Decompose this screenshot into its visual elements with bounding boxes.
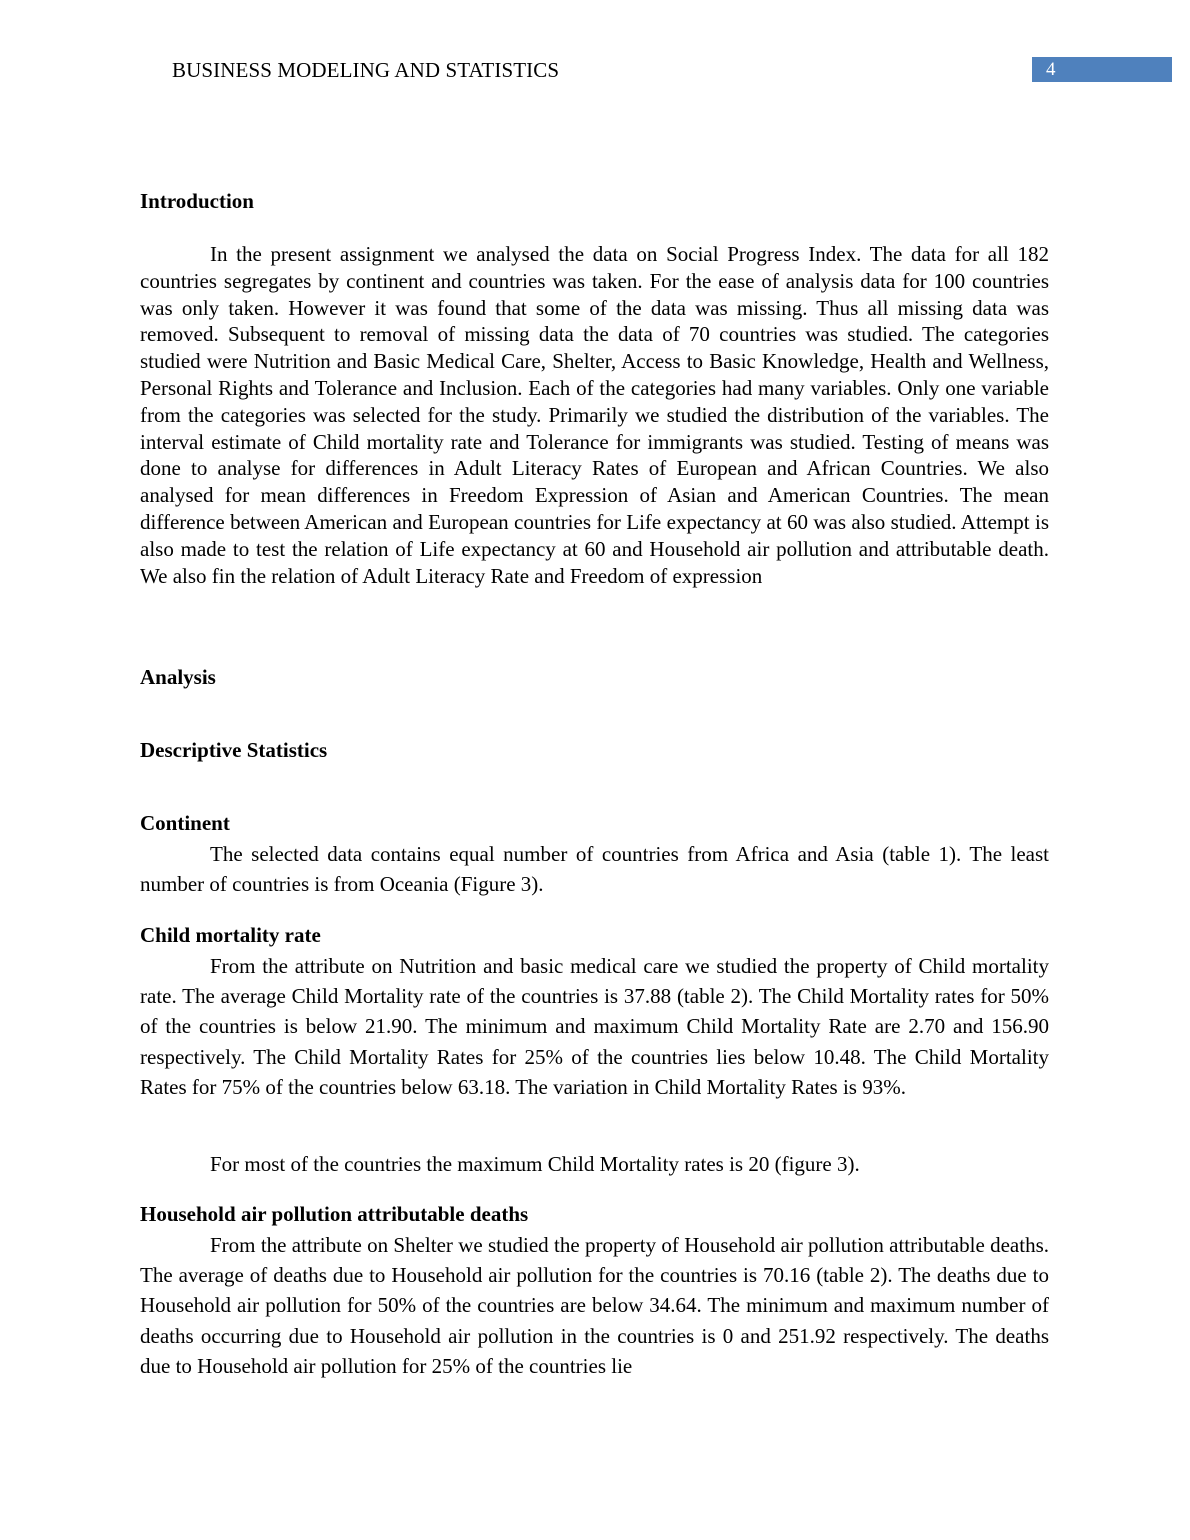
heading-analysis: Analysis bbox=[140, 665, 216, 689]
heading-household-air-pollution: Household air pollution attributable deaths bbox=[140, 1202, 529, 1226]
heading-descriptive-statistics: Descriptive Statistics bbox=[140, 738, 328, 762]
page-number: 4 bbox=[1046, 59, 1056, 80]
paragraph-introduction: In the present assignment we analysed the data on Social Progress Index. The data for all 182 countries segregates by continent and countries was taken. For the ease of analysis data for 100 countries was only taken. However it was found that some of the data was missing. Thus all missing data was removed. Subsequent to removal of missing data the data of 70 countries was studied. The categories studied were Nutrition and Basic Medical Care, Shelter, Access to Basic Knowledge, Health and Wellness, Personal Rights and Tolerance and Inclusion. Each of the categories had many variables. Only one variable from the categories was selected for the study. Primarily we studied the distribution of the variables. The interval estimate of Child mortality rate and Tolerance for immigrants was studied. Testing of means was done to analyse for differences in Adult Literacy Rates of European and African Countries. We also analysed for mean differences in Freedom Expression of Asian and American Countries. The mean difference between American and European countries for Life expectancy at 60 was also studied. Attempt is also made to test the relation of Life expectancy at 60 and Household air pollution and attributable death. We also fin the relation of Adult Literacy Rate and Freedom of expression bbox=[140, 242, 1049, 588]
paragraph-child-mortality: From the attribute on Nutrition and basic medical care we studied the property of Child mortality rate. The average Child Mortality rate of the countries is 37.88 (table 2). The Child Mortality rates for 50% of the countries is below 21.90. The minimum and maximum Child Mortality Rate are 2.70 and 156.90 respectively. The Child Mortality Rates for 25% of the countries lies below 10.48. The Child Mortality Rates for 75% of the countries below 63.18. The variation in Child Mortality Rates is 93%. bbox=[140, 954, 1049, 1099]
paragraph-child-mortality-figure: For most of the countries the maximum Child Mortality rates is 20 (figure 3). bbox=[210, 1152, 860, 1176]
paragraph-continent: The selected data contains equal number of countries from Africa and Asia (table 1). The least number of countries is from Oceania (Figure 3). bbox=[140, 842, 1049, 897]
heading-child-mortality: Child mortality rate bbox=[140, 923, 321, 947]
paragraph-household-air-pollution: From the attribute on Shelter we studied the property of Household air pollution attributable deaths. The average of deaths due to Household air pollution for the countries is 70.16 (table 2). The deaths due to Household air pollution for 50% of the countries are below 34.64. The minimum and maximum number of deaths occurring due to Household air pollution in the countries is 0 and 251.92 respectively. The deaths due to Household air pollution for 25% of the countries lie bbox=[140, 1233, 1049, 1378]
page-number-bar bbox=[1032, 57, 1172, 82]
running-title: BUSINESS MODELING AND STATISTICS bbox=[172, 58, 560, 82]
heading-introduction: Introduction bbox=[140, 189, 254, 213]
heading-continent: Continent bbox=[140, 811, 230, 835]
